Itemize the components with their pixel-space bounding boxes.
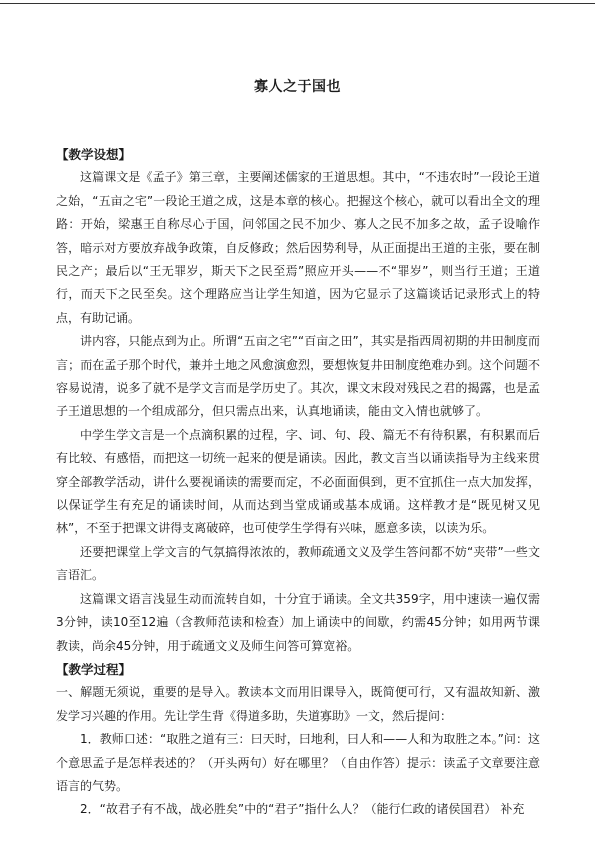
section-teaching-plan	[56, 143, 540, 658]
paragraph: 中学生学文言是一个点滴积累的过程，字、词、句、段、篇无不有待积累，有积累而后有比较、有感悟，而把这一切统一起来的便是诵读。因此，教文言当以诵读指导为主线来贯穿全部教学活动，讲什么要视诵读的需要而定，不必面面俱到，更不宜抓住一点大加发挥，以保证学生有充足的诵读时间，从而达到当堂成诵或基本成诵。这样教才是“既见树又见林”，不至于把课文讲得支离破碎，也可使学生学得有兴味，愿意多读，以读为乐。	[56, 427, 540, 536]
paragraph: 这篇课文语言浅显生动而流转自如，十分宜于诵读。全文共359字，用中速读一遍仅需3分钟，读10至12遍（含教师范读和检查）加上诵读中的间歇，约需45分钟；如用两节课教读，尚余45分钟，用于疏通文义及师生问答可算宽裕。	[56, 591, 540, 653]
paragraph: 2．“故君子有不战，战必胜矣”中的“君子”指什么人？（能行仁政的诸侯国君） 补充	[80, 802, 525, 817]
document-body	[56, 143, 540, 822]
paragraph: 还要把课堂上学文言的气氛搞得浓浓的，教师疏通文义及学生答问都不妨“夹带”一些文言语汇。	[56, 544, 540, 583]
paragraph: 1．教师口述：“取胜之道有三：曰天时，曰地利，曰人和——人和为取胜之本。”问：这个意思孟子是怎样表述的？（开头两句）好在哪里？（自由作答）提示：读孟子文章要注意语言的气势。	[56, 732, 540, 793]
header-rule	[0, 3, 595, 4]
page-title: 寡人之于国也	[254, 79, 341, 95]
section-heading: 【教学设想】	[56, 147, 132, 162]
section-teaching-process	[56, 658, 540, 822]
paragraph: 讲内容，只能点到为止。所谓“五亩之宅”“百亩之田”，其实是指西周初期的井田制度而言；而在孟子那个时代，兼并土地之风愈演愈烈，要想恢复井田制度绝难办到。这个问题不容易说清，说多了就不是学文言而是学历史了。其次，课文末段对残民之君的揭露，也是孟子王道思想的一个组成部分，但只需点出来，认真地诵读，能由文入情也就够了。	[56, 334, 540, 419]
section-heading: 【教学过程】	[56, 661, 132, 677]
paragraph: 这篇课文是《孟子》第三章，主要阐述儒家的王道思想。其中，“不违农时”一段论王道之始，“五亩之宅”一段论王道之成，这是本章的核心。把握这个核心，就可以看出全文的理路：开始，梁惠王自称尽心于国，问邻国之民不加少、寡人之民不加多之故，孟子设喻作答，暗示对方要放弃战争政策，自反修政；然后因势利导，从正面提出王道的主张，要在制民之产；最后以“王无罪岁，斯天下之民至焉”照应开头——不“罪岁”，则当行王道；王道行，而天下之民至矣。这个理路应当让学生知道，因为它显示了这篇谈话记录形式上的特点，有助记诵。	[56, 170, 540, 325]
paragraph: 一、解题无须说，重要的是导入。教读本文而用旧课导入，既简便可行，又有温故知新、激发学习兴趣的作用。先让学生背《得道多助，失道寡助》一文，然后提问：	[56, 685, 540, 723]
